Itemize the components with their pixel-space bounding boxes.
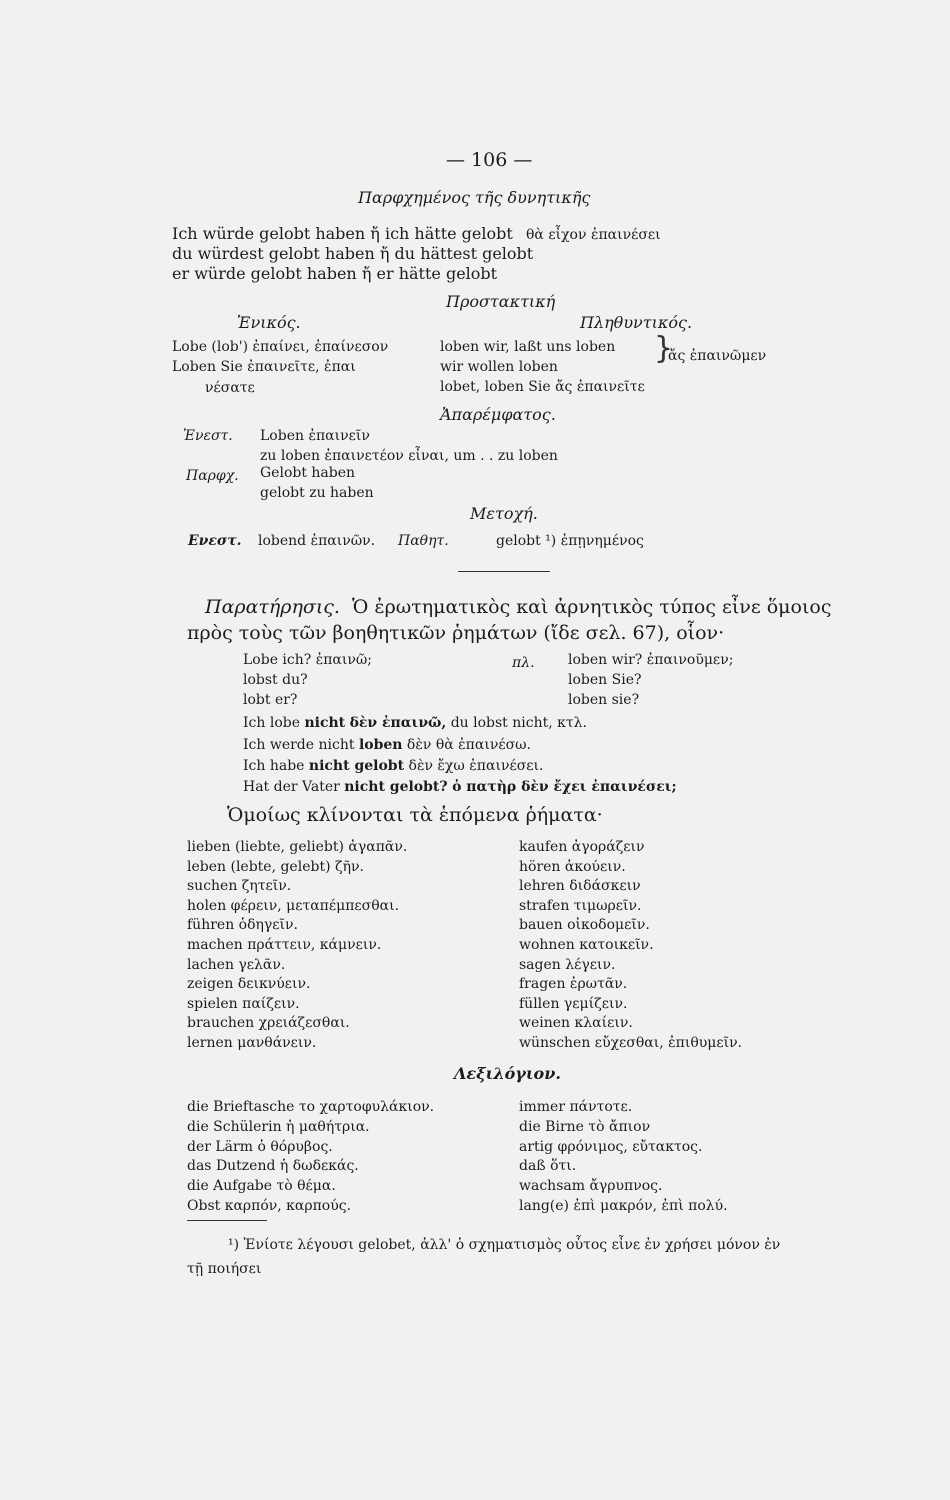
negation-2: [243, 738, 531, 752]
imperative-singular-3: νέσατε: [205, 380, 255, 396]
verb-item: führen ὁδηγεῖν.: [187, 917, 298, 934]
participle-passive-label: Παθητ.: [398, 533, 449, 549]
negation-1-greek: δὲν ἐπαινῶ,: [349, 715, 447, 731]
verb-item: kaufen ἀγοράζειν: [519, 839, 645, 855]
imperative-singular-1: Lobe (lob') ἐπαίνει, ἐπαίνεσον: [172, 339, 389, 355]
negation-1-subject: Ich lobe: [243, 715, 300, 731]
verb-item: suchen ζητεῖν.: [187, 878, 292, 895]
imperative-heading: Προστακτική: [446, 292, 556, 311]
infinitive-present-1: Loben ἐπαινεῖν: [260, 428, 370, 444]
vocabulary-item: Obst καρπόν, καρπούς.: [187, 1198, 352, 1214]
infinitive-present-label: Ἐνεστ.: [183, 428, 233, 444]
perfect-conditional-line-1-greek: θὰ εἶχον ἐπαινέσει: [526, 227, 661, 243]
perfect-conditional-heading: Παρφχημένος τῆς δυνητικῆς: [358, 188, 591, 207]
footnote-line-2: τῇ ποιήσει: [187, 1261, 262, 1277]
verb-item: wohnen κατοικεῖν.: [519, 937, 654, 953]
negation-3-subject: Ich habe: [243, 758, 305, 774]
infinitive-present-2: zu loben ἐπαινετέον εἶναι, um . . zu loben: [260, 448, 558, 464]
vocabulary-item: die Brieftasche το χαρτοφυλάκιον.: [187, 1099, 435, 1115]
perfect-conditional-line-3: er würde gelobt haben ἤ er hätte gelobt: [172, 264, 498, 283]
verb-item: wünschen εὔχεσθαι, ἐπιθυμεῖν.: [519, 1035, 743, 1051]
perfect-conditional-line-1: Ich würde gelobt haben ἤ ich hätte gelobt: [172, 224, 513, 243]
section-divider: [458, 571, 550, 572]
verb-item: strafen τιμωρεῖν.: [519, 897, 642, 914]
imperative-plural-label: Πληθυντικός.: [580, 313, 693, 332]
negation-3: [243, 759, 543, 773]
negation-1: [243, 716, 587, 730]
verb-item: weinen κλαίειν.: [519, 1015, 633, 1032]
verb-item: bauen οἰκοδομεῖν.: [519, 917, 650, 934]
negation-1-rest: du lobst nicht, κτλ.: [450, 715, 587, 731]
verb-item: spielen παίζειν.: [187, 995, 300, 1012]
verb-item: fragen ἐρωτᾶν.: [519, 976, 628, 993]
negation-4-verb: nicht gelobt?: [344, 779, 448, 795]
negation-3-greek: δὲν ἔχω ἐπαινέσει.: [408, 758, 544, 774]
vocabulary-item: daß ὅτι.: [519, 1158, 577, 1175]
vocabulary-item: die Schülerin ἡ μαθήτρια.: [187, 1118, 370, 1135]
verb-item: lieben (liebte, geliebt) ἀγαπᾶν.: [187, 839, 408, 855]
question-6: loben sie?: [568, 692, 640, 708]
infinitive-perfect-label: Παρφχ.: [186, 468, 239, 484]
verb-item: füllen γεμίζειν.: [519, 995, 628, 1012]
negation-2-greek: δὲν θὰ ἐπαινέσω.: [406, 737, 532, 753]
participle-passive: gelobt ¹) ἐπῃνημένος: [496, 533, 644, 549]
question-1: Lobe ich? ἐπαινῶ;: [243, 652, 373, 668]
question-5: loben Sie?: [568, 672, 642, 688]
infinitive-perfect-2: gelobt zu haben: [260, 485, 374, 501]
imperative-plural-1: loben wir, laßt uns loben: [440, 339, 616, 355]
vocabulary-item: die Birne τὸ ἄπιον: [519, 1118, 651, 1135]
verb-item: lernen μανθάνειν.: [187, 1035, 317, 1051]
verb-item: holen φέρειν, μεταπέμπεσθαι.: [187, 897, 400, 914]
vocabulary-item: immer πάντοτε.: [519, 1099, 633, 1115]
imperative-singular-2: Loben Sie ἐπαινεῖτε, ἐπαι: [172, 359, 356, 375]
vocabulary-item: wachsam ἄγρυπνος.: [519, 1178, 663, 1195]
participle-present: lobend ἐπαινῶν.: [258, 533, 376, 549]
vocabulary-item: die Aufgabe τὸ θέμα.: [187, 1178, 336, 1195]
verb-item: zeigen δεικνύειν.: [187, 976, 311, 993]
negation-2-subject: Ich werde nicht: [243, 737, 355, 753]
footnote-line-1: ¹) Ἐνίοτε λέγουσι gelobet, ἀλλ' ὁ σχηματισμὸς οὗτος εἶνε ἐν χρήσει μόνον ἐν: [228, 1237, 781, 1253]
imperative-plural-greek: ἄς ἐπαινῶμεν: [668, 348, 767, 364]
verb-item: leben (lebte, gelebt) ζῆν.: [187, 858, 364, 875]
negation-3-verb: nicht gelobt: [308, 758, 405, 774]
participle-present-label: Ενεστ.: [188, 533, 242, 549]
brace-icon: }: [654, 331, 674, 366]
negation-4-greek: ὁ πατὴρ δὲν ἔχει ἐπαινέσει;: [452, 779, 677, 795]
verb-item: sagen λέγειν.: [519, 956, 616, 973]
remark-text-1: Ὁ ἐρωτηματικὸς καὶ ἀρνητικὸς τύπος εἶνε ὅμοιος: [352, 596, 832, 618]
similar-verbs-heading: Ὁμοίως κλίνονται τὰ ἑπόμενα ῥήματα·: [227, 804, 603, 826]
verb-item: lachen γελᾶν.: [187, 956, 286, 973]
vocabulary-item: der Lärm ὁ θόρυβος.: [187, 1138, 333, 1155]
imperative-singular-label: Ἑνικός.: [237, 313, 301, 332]
negation-4-subject: Hat der Vater: [243, 779, 340, 795]
infinitive-perfect-1: Gelobt haben: [260, 465, 356, 481]
verb-item: hören ἀκούειν.: [519, 858, 626, 875]
verb-item: brauchen χρειάζεσθαι.: [187, 1015, 350, 1032]
vocabulary-item: das Dutzend ἡ δωδεκάς.: [187, 1158, 359, 1175]
verb-item: machen πράττειν, κάμνειν.: [187, 937, 382, 953]
question-4: loben wir? ἐπαινοῦμεν;: [568, 652, 734, 668]
negation-4: [243, 780, 677, 794]
imperative-plural-3: lobet, loben Sie ἄς ἐπαινεῖτε: [440, 379, 645, 395]
vocabulary-heading: Λεξιλόγιον.: [454, 1064, 561, 1083]
page-number: — 106 —: [446, 149, 533, 171]
remark-text-2: πρὸς τοὺς τῶν βοηθητικῶν ῥημάτων (ἴδε σελ. 67), οἷον·: [187, 622, 725, 644]
plural-label: πλ.: [512, 655, 535, 671]
remark-label: Παρατήρησις.: [205, 596, 340, 618]
perfect-conditional-line-2: du würdest gelobt haben ἤ du hättest gelobt: [172, 244, 534, 263]
verb-item: lehren διδάσκειν: [519, 878, 641, 895]
negation-2-verb: loben: [358, 737, 403, 753]
footnote-divider: [187, 1220, 267, 1221]
question-2: lobst du?: [243, 672, 308, 688]
negation-1-nicht: nicht: [304, 715, 346, 731]
participle-heading: Μετοχή.: [470, 504, 538, 523]
infinitive-heading: Ἀπαρέμφατος.: [440, 405, 556, 424]
imperative-plural-2: wir wollen loben: [440, 359, 558, 375]
question-3: lobt er?: [243, 692, 298, 708]
vocabulary-item: artig φρόνιμος, εὔτακτος.: [519, 1138, 703, 1155]
vocabulary-item: lang(e) ἐπὶ μακρόν, ἐπὶ πολύ.: [519, 1198, 728, 1214]
